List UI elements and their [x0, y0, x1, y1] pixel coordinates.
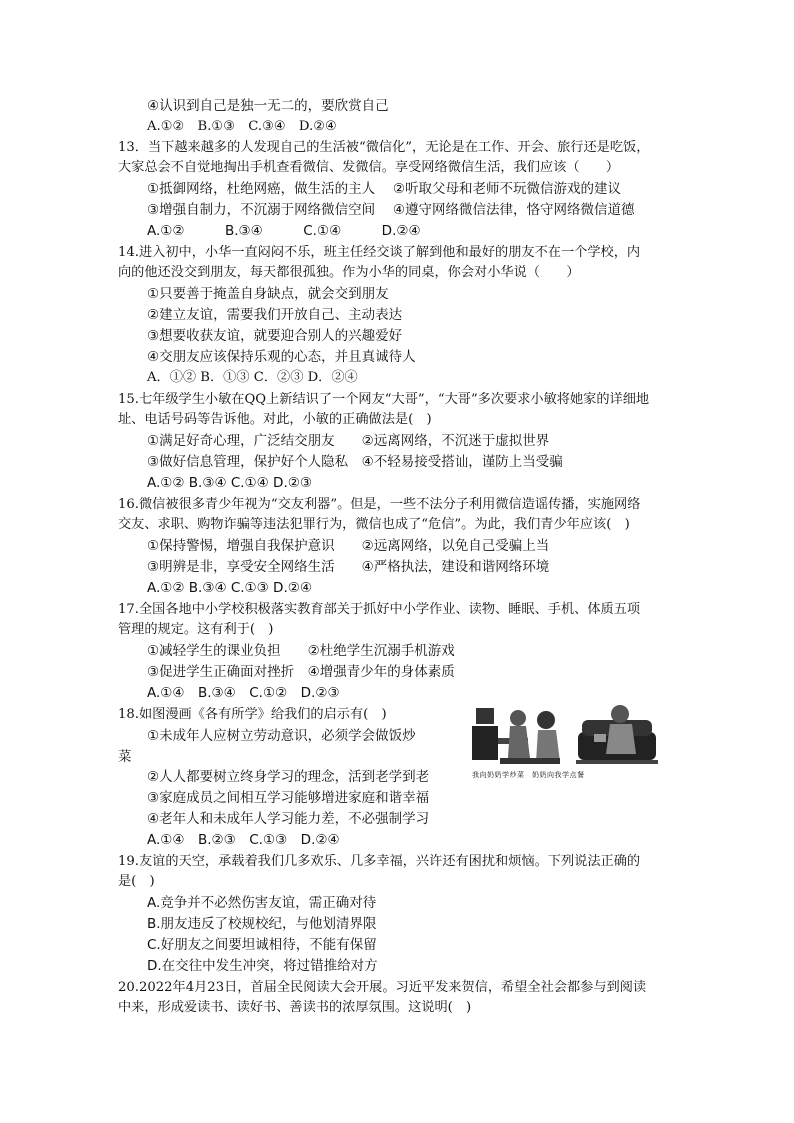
question-20-cont: 中来，形成爱读书、读好书、善读书的浓厚氛围。这说明( ) — [118, 1000, 472, 1015]
option-line: A.竞争并不必然伤害友谊，需正确对待 — [147, 895, 377, 911]
option-line: ①只要善于掩盖自身缺点，就会交到朋友 — [147, 286, 389, 302]
option-line: ①满足好奇心理，广泛结交朋友 ②远离网络，不沉迷于虚拟世界 — [147, 433, 550, 449]
option-line: C.好朋友之间要坦诚相待，不能有保留 — [147, 937, 377, 953]
question-17: 17.全国各地中小学校积极落实教育部关于抓好中小学作业、读物、睡眠、手机、体质五项 — [118, 602, 641, 617]
option-line: ①未成年人应树立劳动意识，必须学会做饭炒 — [147, 728, 416, 744]
option-line: ③想要收获友谊，就要迎合别人的兴趣爱好 — [147, 328, 403, 344]
answer-options: A.①② B.③④ C.①③ D.②④ — [147, 580, 312, 596]
option-line: ③明辨是非，享受安全网络生活 ④严格执法，建设和谐网络环境 — [147, 559, 550, 575]
option-line: ③促进学生正确面对挫折 ④增强青少年的身体素质 — [147, 664, 455, 680]
option-line: ①减轻学生的课业负担 ②杜绝学生沉溺手机游戏 — [147, 643, 455, 659]
question-18: 18.如图漫画《各有所学》给我们的启示有( ) — [118, 707, 387, 722]
answer-options: A.①④ B.②③ C.①③ D.②④ — [147, 832, 340, 848]
question-13: 13．当下越来越多的人发现自己的生活被“微信化”，无论是在工作、开会、旅行还是吃饭， — [118, 140, 650, 155]
answer-options: A.①② B.③④ C.①④ D.②③ — [147, 475, 312, 491]
question-17-cont: 管理的规定。这有利于( ) — [118, 622, 274, 637]
option-line: ②建立友谊，需要我们开放自己、主动表达 — [147, 307, 403, 323]
question-19: 19.友谊的天空，承载着我们几多欢乐、几多幸福，兴许还有困扰和烦恼。下列说法正确的 — [118, 854, 641, 869]
cartoon-caption: 我向奶奶学炒菜 奶奶向我学点餐 — [472, 771, 585, 779]
question-20: 20.2022年4月23日，首届全民阅读大会开展。习近平发来贺信，希望全社会都参与到阅读 — [118, 980, 647, 995]
option-line: B.朋友违反了校规校纪，与他划清界限 — [147, 916, 377, 932]
option-line: ①抵御网络，杜绝网癌，做生活的主人 ②听取父母和老师不玩微信游戏的建议 — [147, 181, 621, 197]
option-line: ②人人都要树立终身学习的理念，活到老学到老 — [147, 769, 430, 785]
question-14: 14.进入初中，小华一直闷闷不乐，班主任经交谈了解到他和最好的朋友不在一个学校，内 — [118, 245, 641, 260]
question-15: 15.七年级学生小敏在QQ上新结识了一个网友“大哥”，“大哥”多次要求小敏将她家的详细地 — [118, 392, 650, 407]
answer-options: A.①② B.①③ C.③④ D.②④ — [147, 119, 337, 134]
answer-options: A.①② B.③④ C.①④ D.②④ — [147, 223, 421, 239]
answer-options: A.①④ B.③④ C.①② D.②③ — [147, 685, 340, 701]
question-14-cont: 向的他还没交到朋友，每天都很孤独。作为小华的同桌，你会对小华说（ ） — [118, 265, 580, 280]
question-13-cont: 大家总会不自觉地掏出手机查看微信、发微信。享受网络微信生活，我们应该（ ） — [118, 160, 620, 175]
answer-options: A．①② B．①③ C．②③ D．②④ — [147, 370, 358, 385]
option-line: ③家庭成员之间相互学习能够增进家庭和谐幸福 — [147, 790, 430, 806]
option-line: ③增强自制力，不沉溺于网络微信空间 ④遵守网络微信法律，恪守网络微信道德 — [147, 202, 635, 218]
option-line: ④老年人和未成年人学习能力差，不必强制学习 — [147, 811, 430, 827]
option-line: ①保持警惕，增强自我保护意识 ②远离网络，以免自己受骗上当 — [147, 538, 550, 554]
question-16: 16.微信被很多青少年视为“交友利器”。但是，一些不法分子利用微信造谣传播，实施网络 — [118, 497, 641, 512]
question-16-cont: 交友、求职、购物诈骗等违法犯罪行为，微信也成了“危信”。为此，我们青少年应该( ) — [118, 517, 630, 532]
option-line: D.在交往中发生冲突，将过错推给对方 — [147, 958, 378, 974]
question-15-cont: 址、电话号码等告诉他。对此，小敏的正确做法是( ) — [118, 412, 432, 427]
option-line: ③做好信息管理，保护好个人隐私 ④不轻易接受搭讪，谨防上当受骗 — [147, 454, 563, 470]
line: ④认识到自己是独一无二的，要欣赏自己 — [147, 98, 389, 114]
question-19-cont: 是( ) — [118, 874, 155, 889]
option-line-cont: 菜 — [118, 749, 132, 765]
cartoon-illustration — [470, 698, 660, 780]
option-line: ④交朋友应该保持乐观的心态，并且真诚待人 — [147, 349, 416, 365]
